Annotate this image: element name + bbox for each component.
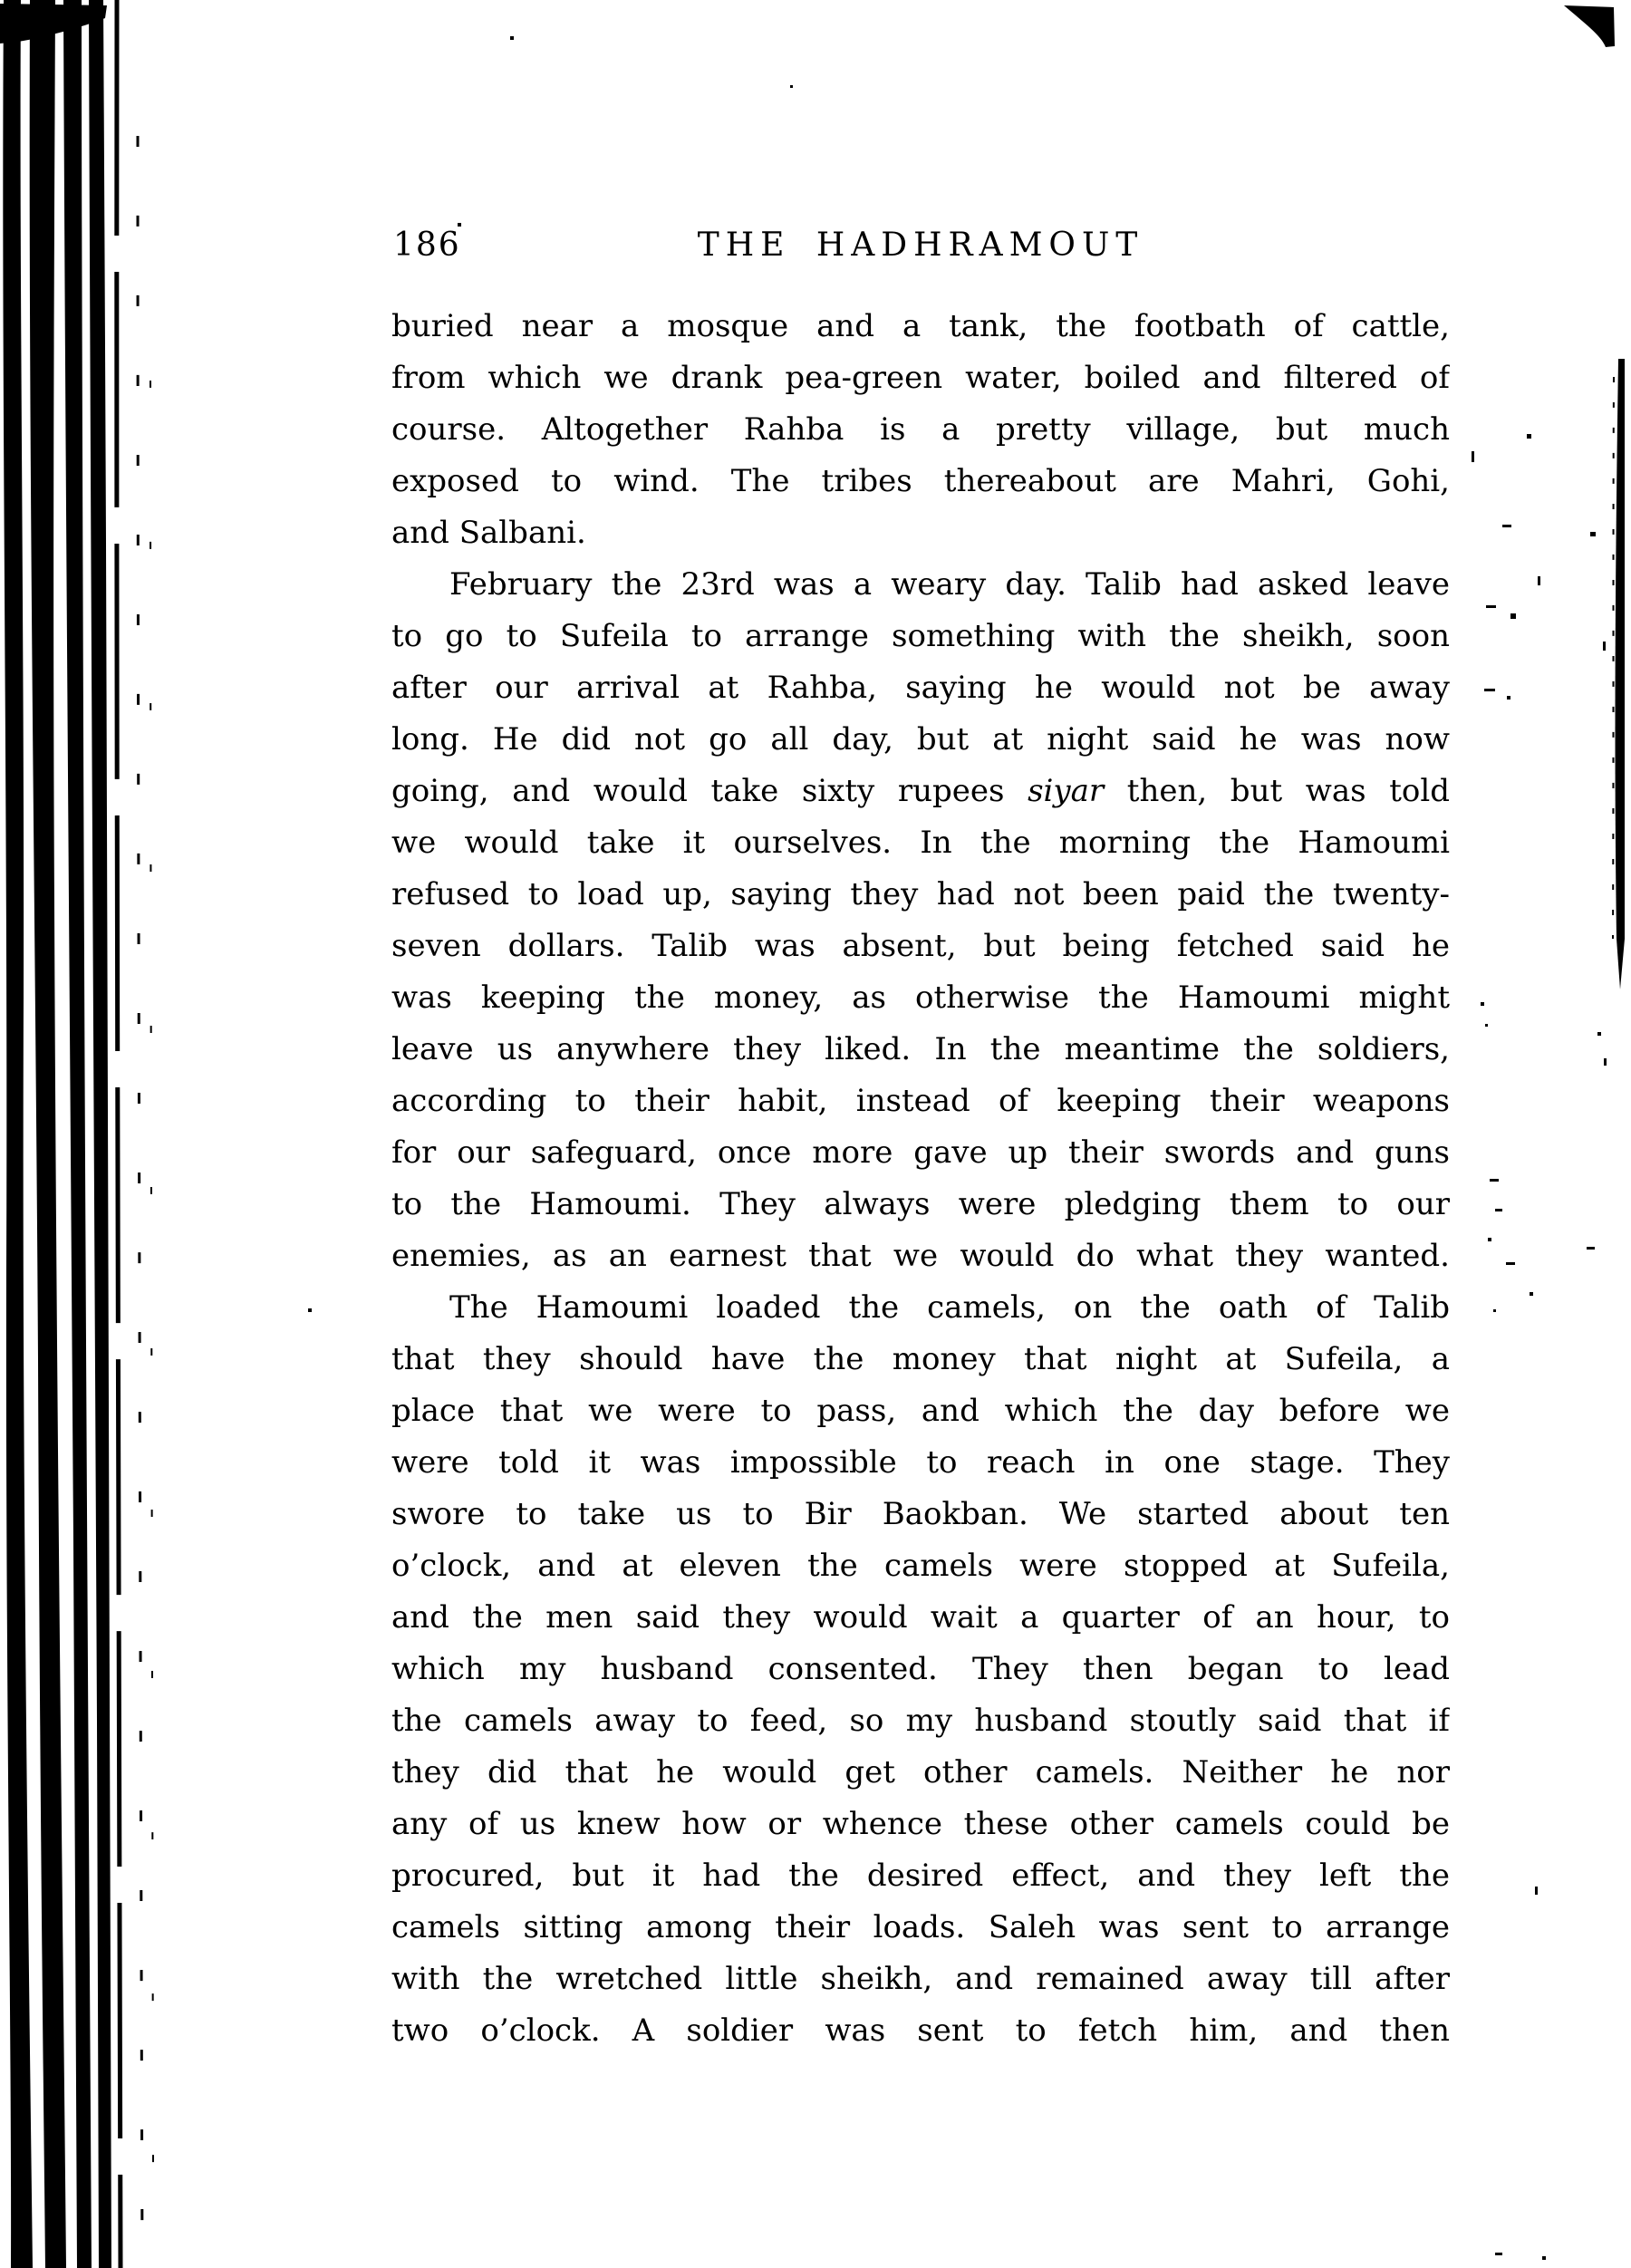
text-line: we would take it ourselves. In the morning the Hamoumi	[391, 825, 1450, 861]
scan-speck	[1502, 525, 1511, 527]
scan-speck	[1481, 1002, 1484, 1006]
text-line: The Hamoumi loaded the camels, on the oath of Talib	[449, 1289, 1450, 1326]
text-line: procured, but it had the desired effect, and they left the	[391, 1858, 1450, 1894]
text-line: exposed to wind. The tribes thereabout are Mahri, Gohi,	[391, 463, 1450, 499]
text-line: o’clock, and at eleven the camels were stopped at Sufeila,	[391, 1548, 1450, 1584]
right-edge-streak-artifact	[1609, 359, 1631, 993]
scan-speck	[1590, 532, 1596, 536]
text-line: camels sitting among their loads. Saleh was sent to arrange	[391, 1909, 1450, 1945]
scan-speck	[1490, 1179, 1499, 1182]
paragraph	[391, 301, 1450, 559]
scan-speck	[1488, 1238, 1491, 1241]
scan-speck	[1538, 576, 1540, 585]
page-number: 186	[393, 227, 461, 264]
text-line: place that we were to pass, and which the day before we	[391, 1393, 1450, 1429]
text-line: with the wretched little sheikh, and remained away till after	[391, 1961, 1450, 1997]
text-line: long. He did not go all day, but at night said he was now	[391, 721, 1450, 758]
scan-speck	[1493, 1309, 1496, 1312]
scan-speck	[1603, 642, 1606, 651]
scan-speck	[1604, 1058, 1607, 1066]
scan-speck	[510, 36, 514, 40]
scan-speck	[1495, 1209, 1502, 1211]
text-line: two o’clock. A soldier was sent to fetch him, and then	[391, 2012, 1450, 2049]
text-line: any of us knew how or whence these other camels could be	[391, 1806, 1450, 1842]
scan-speck	[1535, 1887, 1538, 1895]
scan-speck	[1510, 613, 1516, 619]
scan-speck	[1485, 1024, 1488, 1027]
text-line: buried near a mosque and a tank, the footbath of cattle,	[391, 308, 1450, 344]
text-line: for our safeguard, once more gave up their swords and guns	[391, 1134, 1450, 1171]
text-line: which my husband consented. They then began to lead	[391, 1651, 1450, 1687]
running-title: THE HADHRAMOUT	[697, 227, 1144, 264]
text-line: to go to Sufeila to arrange something with the sheikh, soon	[391, 618, 1450, 654]
text-line: they did that he would get other camels. Neither he nor	[391, 1754, 1450, 1790]
paragraph	[391, 559, 1450, 1282]
scan-speck	[308, 1308, 312, 1312]
text-line: to the Hamoumi. They always were pledging them to our	[391, 1186, 1450, 1222]
text-line: leave us anywhere they liked. In the meantime the soldiers,	[391, 1031, 1450, 1067]
scan-speck	[1597, 1032, 1601, 1036]
text-line: was keeping the money, as otherwise the Hamoumi might	[391, 980, 1450, 1016]
scan-speck	[1506, 1262, 1515, 1265]
text-block	[391, 301, 1450, 2057]
text-line: and the men said they would wait a quarter of an hour, to	[391, 1599, 1450, 1636]
text-line: going, and would take sixty rupees siyar then, but was told	[391, 773, 1450, 809]
scan-speck	[1495, 2253, 1502, 2255]
text-line: according to their habit, instead of keeping their weapons	[391, 1083, 1450, 1119]
text-line: February the 23rd was a weary day. Talib had asked leave	[449, 566, 1450, 603]
page-header	[391, 227, 1450, 281]
page-corner-mark	[1557, 0, 1631, 56]
text-line: after our arrival at Rahba, saying he would not be away	[391, 670, 1450, 706]
text-line: course. Altogether Rahba is a pretty village, but much	[391, 411, 1450, 448]
scan-speck	[1527, 434, 1531, 439]
scan-speck	[1472, 451, 1474, 462]
scan-speck	[790, 85, 793, 88]
scan-speck	[1587, 1247, 1595, 1250]
binding-shadow-artifact	[0, 0, 163, 2268]
scan-speck	[1530, 1292, 1533, 1296]
text-line: from which we drank pea-green water, boiled and filtered of	[391, 360, 1450, 396]
text-line: that they should have the money that night at Sufeila, a	[391, 1341, 1450, 1377]
text-line: seven dollars. Talib was absent, but being fetched said he	[391, 928, 1450, 964]
text-line: swore to take us to Bir Baokban. We started about ten	[391, 1496, 1450, 1532]
text-line: refused to load up, saying they had not been paid the twenty-	[391, 876, 1450, 912]
text-line: and Salbani.	[391, 515, 586, 551]
text-line: were told it was impossible to reach in one stage. They	[391, 1444, 1450, 1481]
scan-speck	[1542, 2256, 1546, 2260]
text-line: the camels away to feed, so my husband stoutly said that if	[391, 1703, 1450, 1739]
paragraph	[391, 1282, 1450, 2057]
scan-speck	[1484, 689, 1495, 691]
text-line: enemies, as an earnest that we would do what they wanted.	[391, 1238, 1450, 1274]
scan-speck	[1507, 696, 1510, 700]
scan-speck	[1486, 605, 1496, 608]
